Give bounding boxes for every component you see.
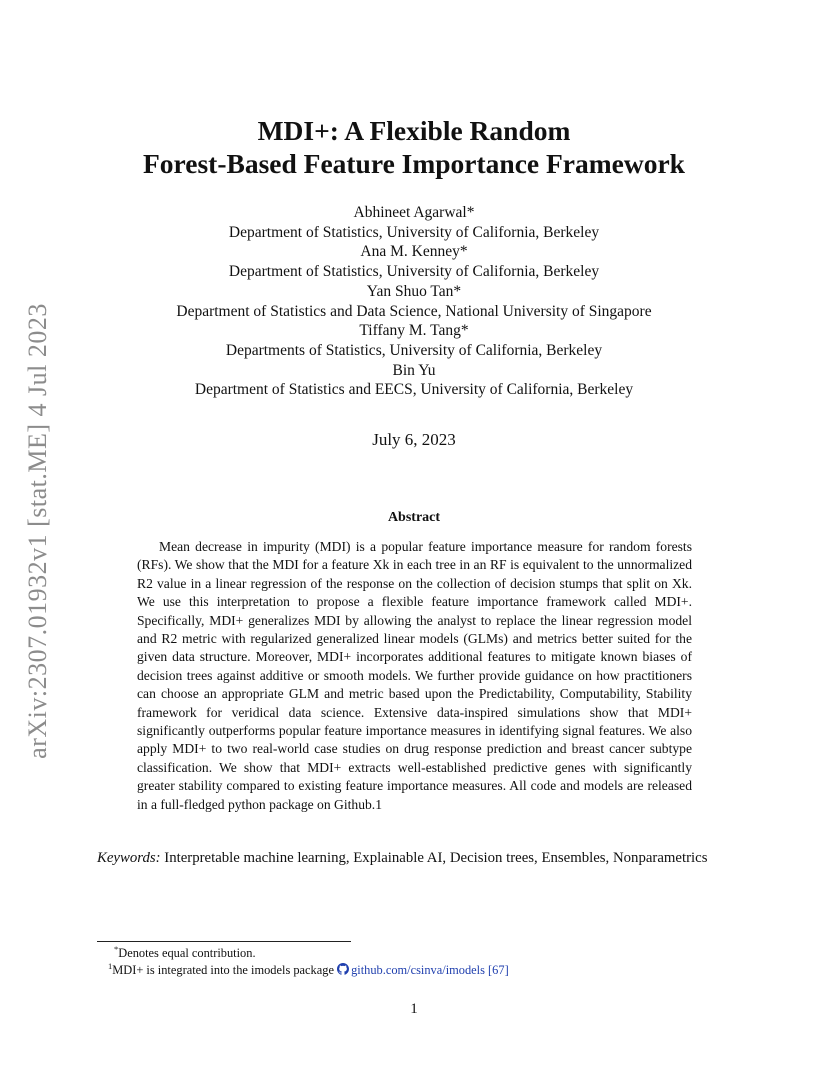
title-line-2: Forest-Based Feature Importance Framework: [143, 148, 685, 179]
author-affiliation: Department of Statistics and Data Science, National University of Singapore: [176, 302, 652, 320]
footnote-divider: [97, 941, 351, 942]
author-affiliation: Department of Statistics, University of California, Berkeley: [228, 263, 600, 281]
author-affiliation: Department of Statistics, University of California, Berkeley: [228, 223, 600, 241]
paper-title: [80, 114, 748, 180]
abstract-text: Mean decrease in impurity (MDI) is a popular feature importance measure for random forests (RFs). We show that the MDI for a feature Xk in each tree in an RF is equivalent to the unnormalized R2 value in a linear regression of the response on the collection of decision stumps that split on Xk. We use this interpretation to propose a flexible feature importance framework called MDI+. Specifically, MDI+ generalizes MDI by allowing the analyst to replace the linear regression model and R2 metric with regularized generalized linear models (GLMs) and metrics better suited for the given data structure. Moreover, MDI+ incorporates additional features to mitigate known biases of decision trees against additive or smooth models. We further provide guidance on how practitioners can choose an appropriate GLM and metric based upon the Predictability, Computability, Stability framework for veridical data science. Extensive data-inspired simulations show that MDI+ significantly outperforms popular feature importance measures in identifying signal features. We also apply MDI+ to two real-world case studies on drug response prediction and breast cancer subtype classification. We show that MDI+ extracts well-established predictive genes with significantly greater stability compared to existing feature importance measures. All code and models are released in a full-fledged python package on Github.1: [137, 539, 692, 812]
author-name: Ana M. Kenney*: [360, 243, 468, 261]
keywords-label: Keywords:: [97, 850, 161, 866]
citation-link[interactable]: [67]: [488, 963, 509, 977]
author-block: [80, 203, 748, 400]
page-number: 1: [410, 1001, 418, 1017]
github-icon: [337, 963, 349, 975]
author-name: Yan Shuo Tan*: [366, 282, 462, 300]
footnote-text: MDI+ is integrated into the imodels package: [112, 963, 334, 977]
github-link[interactable]: github.com/csinva/imodels: [351, 963, 485, 977]
author-name: Tiffany M. Tang*: [359, 322, 469, 340]
author-name: Abhineet Agarwal*: [353, 204, 475, 221]
keywords: [97, 848, 737, 868]
title-line-1: MDI+: A Flexible Random: [257, 115, 571, 146]
author-affiliation: Department of Statistics and EECS, University of California, Berkeley: [194, 381, 634, 399]
author-name: Bin Yu: [392, 361, 436, 379]
footnote-imodels: [108, 962, 509, 979]
footnotes: [108, 943, 509, 979]
footnote-text: Denotes equal contribution.: [118, 946, 256, 960]
footnote-mark: *: [114, 943, 119, 954]
keywords-text: Interpretable machine learning, Explainable AI, Decision trees, Ensembles, Nonparametrics: [164, 850, 708, 866]
arxiv-identifier-text: arXiv:2307.01932v1 [stat.ME] 4 Jul 2023: [23, 303, 52, 759]
footnote-equal-contribution: [114, 945, 509, 962]
author-affiliation: Departments of Statistics, University of California, Berkeley: [225, 341, 603, 359]
publication-date: July 6, 2023: [372, 430, 456, 449]
footnote-mark: 1: [108, 960, 113, 971]
abstract-heading: Abstract: [387, 510, 441, 525]
arxiv-identifier-stamp: [20, 296, 56, 766]
